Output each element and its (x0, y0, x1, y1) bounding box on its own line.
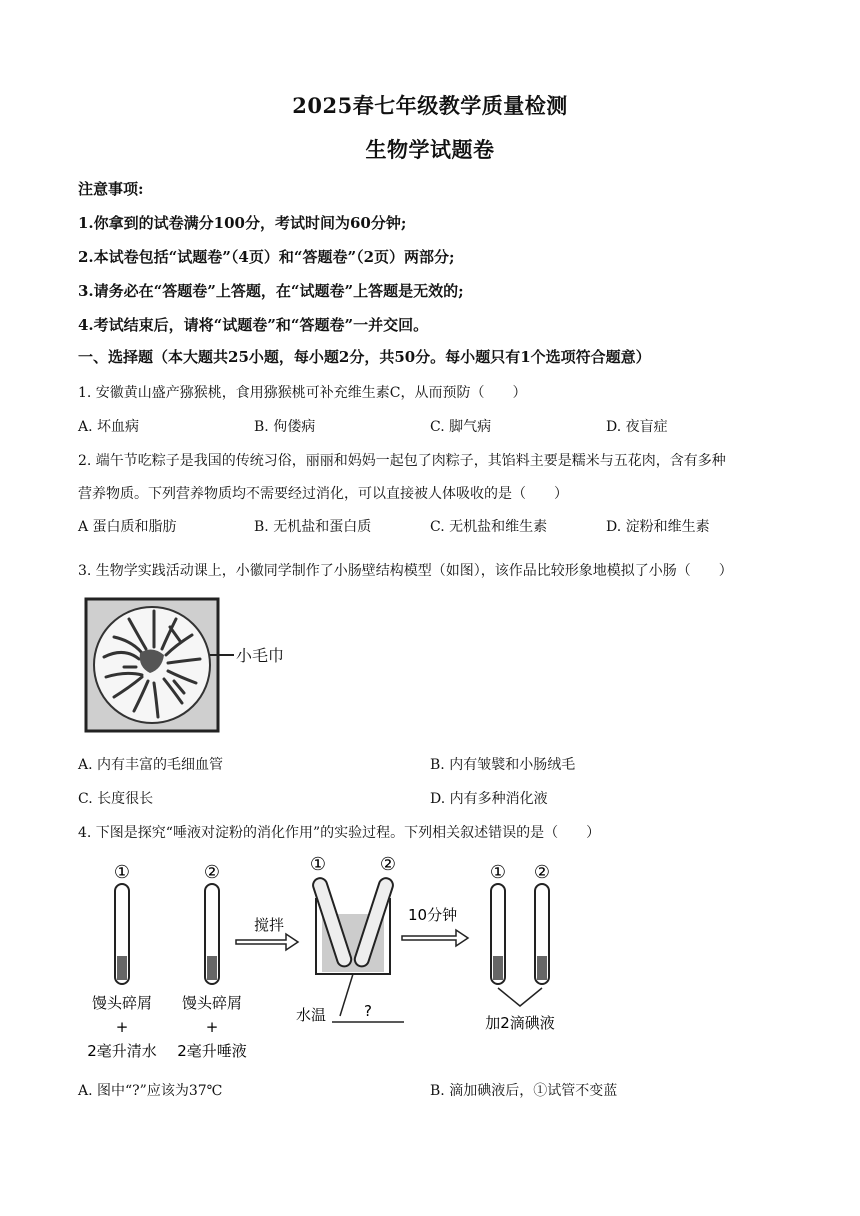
question-1-stem: 1. 安徽黄山盛产猕猴桃，食用猕猴桃可补充维生素C，从而预防（ ） (78, 385, 527, 401)
exam-title: 2025春七年级教学质量检测 (292, 93, 568, 118)
exam-subtitle: 生物学试题卷 (365, 137, 495, 162)
tube-2-content-line-2: 2毫升唾液 (177, 1042, 247, 1060)
ten-minutes-label: 10分钟 (408, 906, 458, 924)
saliva-experiment-figure (78, 848, 618, 1068)
result-tube-1-number: ① (489, 862, 507, 883)
question-1-option-b[interactable]: B. 佝偻病 (254, 419, 316, 435)
question-2-stem-line-1: 2. 端午节吃粽子是我国的传统习俗，丽丽和妈妈一起包了肉粽子，其馅料主要是糯米与五花肉，含有多种 (78, 453, 726, 469)
tube-1-number: ① (113, 862, 131, 883)
beaker-tube-1-number: ① (309, 854, 327, 875)
tube-2-content-plus: + (205, 1018, 219, 1036)
question-4-option-a[interactable]: A. 图中“?”应该为37℃ (78, 1083, 223, 1099)
notice-item-2: 2.本试卷包括“试题卷”（4页）和“答题卷”（2页）两部分; (78, 248, 455, 266)
water-temp-label: 水温 (296, 1006, 327, 1024)
question-3-option-d[interactable]: D. 内有多种消化液 (430, 791, 548, 807)
question-2-option-a[interactable]: A 蛋白质和脂肪 (78, 519, 177, 535)
notice-item-4: 4.考试结束后，请将“试题卷”和“答题卷”一并交回。 (78, 316, 429, 334)
question-4-stem: 4. 下图是探究“唾液对淀粉的消化作用”的实验过程。下列相关叙述错误的是（ ） (78, 825, 601, 841)
notice-heading: 注意事项: (78, 180, 144, 198)
question-4-option-b[interactable]: B. 滴加碘液后，①试管不变蓝 (430, 1083, 618, 1099)
notice-item-1: 1.你拿到的试卷满分100分，考试时间为60分钟; (78, 214, 407, 232)
question-3-option-a[interactable]: A. 内有丰富的毛细血管 (78, 757, 224, 773)
water-temp-leader (340, 974, 353, 1016)
result-tube-2-number: ② (533, 862, 551, 883)
question-3-option-c[interactable]: C. 长度很长 (78, 791, 154, 807)
result-tube-1-content (493, 956, 503, 980)
iodine-label: 加2滴碘液 (485, 1014, 555, 1032)
intestine-model-figure (84, 597, 304, 737)
tube-2-content (207, 956, 217, 980)
beaker-tube-2-number: ② (379, 854, 397, 875)
tube-2-number: ② (203, 862, 221, 883)
question-1-option-c[interactable]: C. 脚气病 (430, 419, 492, 435)
towel-label: 小毛巾 (236, 646, 285, 665)
question-1-option-d[interactable]: D. 夜盲症 (606, 419, 668, 435)
question-3-stem: 3. 生物学实践活动课上，小徽同学制作了小肠壁结构模型（如图），该作品比较形象地模拟了小肠（ ） (78, 563, 733, 579)
iodine-pointer (498, 988, 542, 1006)
question-1-option-a[interactable]: A. 坏血病 (78, 419, 140, 435)
result-tube-2-content (537, 956, 547, 980)
wait-arrow (402, 930, 468, 946)
tube-1-content (117, 956, 127, 980)
question-3-option-b[interactable]: B. 内有皱襞和小肠绒毛 (430, 757, 576, 773)
question-2-stem-line-2: 营养物质。下列营养物质均不需要经过消化，可以直接被人体吸收的是（ ） (78, 486, 568, 502)
question-2-option-b[interactable]: B. 无机盐和蛋白质 (254, 519, 372, 535)
stir-label: 搅拌 (254, 916, 285, 934)
water-temp-unknown: ? (364, 1002, 372, 1020)
notice-item-3: 3.请务必在“答题卷”上答题，在“试题卷”上答题是无效的; (78, 282, 464, 300)
tube-2-content-line-1: 馒头碎屑 (181, 994, 243, 1012)
tube-1-content-line-1: 馒头碎屑 (91, 994, 153, 1012)
stir-arrow (236, 934, 298, 950)
tube-1-content-plus: + (115, 1018, 129, 1036)
question-2-option-d[interactable]: D. 淀粉和维生素 (606, 519, 710, 535)
section-heading: 一、选择题（本大题共25小题，每小题2分，共50分。每小题只有1个选项符合题意） (78, 348, 651, 366)
question-2-option-c[interactable]: C. 无机盐和维生素 (430, 519, 548, 535)
tube-1-content-line-2: 2毫升清水 (87, 1042, 157, 1060)
